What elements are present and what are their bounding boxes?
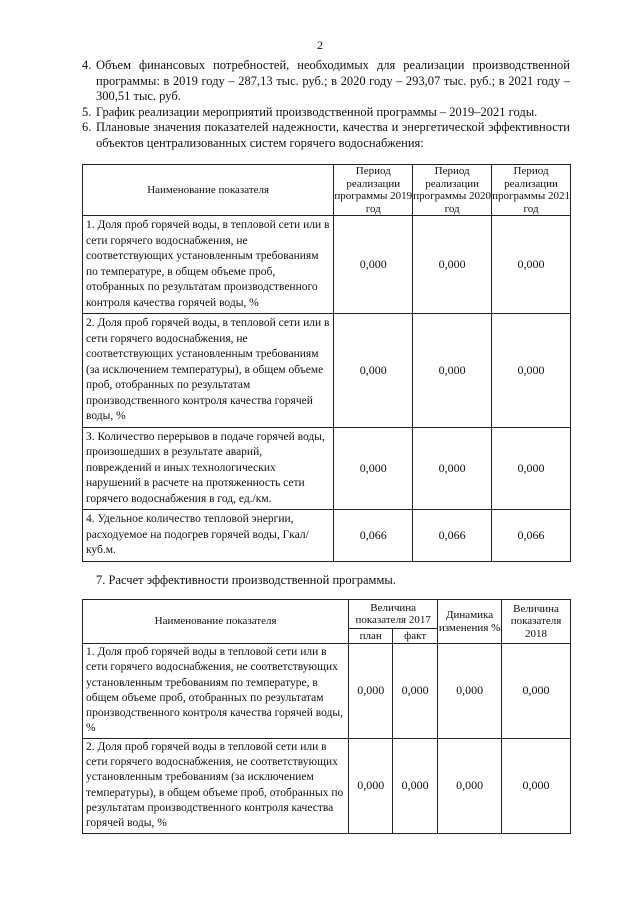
- column-header-2019: Период реализации программы 2019 год: [334, 165, 413, 215]
- list-item: [82, 58, 570, 105]
- value-fact: 0,000: [393, 644, 438, 739]
- column-header-value-2017: Величина показателя 2017: [349, 600, 438, 629]
- value-2019: 0,000: [334, 427, 413, 510]
- table-row: [83, 644, 571, 739]
- indicator-name: 2. Доля проб горячей воды в тепловой сети или в сети горячего водоснабжения, не соответствующих установленным требованиям (за исключением температуры), в общем объеме проб, отобранных по результатам производственного контроля качества горячей воды, %: [83, 738, 349, 833]
- column-header-indicator-name: Наименование показателя: [83, 165, 334, 216]
- table-header-row: [83, 165, 571, 216]
- efficiency-table: [82, 599, 571, 834]
- table-row: [83, 427, 571, 510]
- value-2019: 0,000: [334, 314, 413, 428]
- value-2020: 0,066: [413, 510, 492, 562]
- column-header-indicator-name: Наименование показателя: [83, 600, 349, 644]
- value-2019: 0,066: [334, 510, 413, 562]
- indicator-name: 1. Доля проб горячей воды в тепловой сети или в сети горячего водоснабжения, не соответствующих установленным требованиям по температуре, в общем объеме проб, отобранных по результатам производственного контроля качества горячей воды, %: [83, 644, 349, 739]
- list-item: [82, 120, 570, 151]
- value-2018: 0,000: [502, 738, 571, 833]
- value-plan: 0,000: [349, 644, 393, 739]
- table-row: [83, 216, 571, 314]
- value-fact: 0,000: [393, 738, 438, 833]
- value-2018: 0,000: [502, 644, 571, 739]
- column-header-dynamics: Динамика изменения %: [438, 600, 502, 644]
- value-2020: 0,000: [413, 427, 492, 510]
- column-header-2021: Период реализации программы 2021 год: [492, 165, 570, 215]
- reliability-indicators-table: [82, 164, 571, 562]
- section-7-heading: [96, 573, 396, 588]
- column-header-2020: Период реализации программы 2020 год: [413, 165, 492, 215]
- column-header-value-2018: Величина показателя 2018: [502, 600, 571, 644]
- list-item-number: 5.: [82, 104, 92, 119]
- value-plan: 0,000: [349, 738, 393, 833]
- numbered-list: [82, 58, 570, 151]
- value-dynamics: 0,000: [438, 738, 502, 833]
- indicator-name: 1. Доля проб горячей воды, в тепловой сети или в сети горячего водоснабжения, не соответствующих установленным требованиям по температуре, в общем объеме проб, отобранных по результатам производственного контроля качества горячей воды, %: [83, 216, 334, 314]
- section-7-text: Расчет эффективности производственной программы.: [108, 573, 396, 587]
- table-row: [83, 738, 571, 833]
- table-header-row: [83, 600, 571, 629]
- list-item-text: Объем финансовых потребностей, необходимых для реализации производственной программы: в 2019 году – 287,13 тыс. руб.; в 2020 году – 293,07 тыс. руб.; в 2021 году – 300,51 тыс. руб.: [96, 58, 570, 103]
- value-2020: 0,000: [413, 216, 492, 314]
- page-number: 2: [317, 38, 323, 52]
- list-item-text: График реализации мероприятий производственной программы – 2019–2021 годы.: [96, 104, 538, 119]
- table-row: [83, 314, 571, 428]
- value-2021: 0,000: [492, 427, 571, 510]
- table-row: [83, 510, 571, 562]
- list-item-number: 4.: [82, 58, 92, 72]
- value-dynamics: 0,000: [438, 644, 502, 739]
- column-header-plan: план: [349, 629, 393, 644]
- value-2021: 0,066: [492, 510, 571, 562]
- list-item-number: 6.: [82, 120, 92, 134]
- indicator-name: 4. Удельное количество тепловой энергии, расходуемое на подогрев горячей воды, Гкал/куб.м.: [83, 510, 334, 562]
- value-2020: 0,000: [413, 314, 492, 428]
- value-2021: 0,000: [492, 314, 571, 428]
- section-7-number: 7.: [96, 573, 106, 587]
- list-item: [82, 105, 570, 121]
- value-2019: 0,000: [334, 216, 413, 314]
- indicator-name: 2. Доля проб горячей воды, в тепловой сети или в сети горячего водоснабжения, не соответствующих установленным требованиям (за исключением температуры), в общем объеме проб, отобранных по результатам производственного контроля качества горячей воды, %: [83, 314, 334, 428]
- column-header-fact: факт: [393, 629, 438, 644]
- list-item-text: Плановые значения показателей надежности, качества и энергетической эффективности объектов централизованных систем горячего водоснабжения:: [96, 120, 570, 150]
- value-2021: 0,000: [492, 216, 571, 314]
- indicator-name: 3. Количество перерывов в подаче горячей воды, произошедших в результате аварий, повреждений и иных технологических нарушений в расчете на протяженность сети горячего водоснабжения в год, ед./км.: [83, 427, 334, 510]
